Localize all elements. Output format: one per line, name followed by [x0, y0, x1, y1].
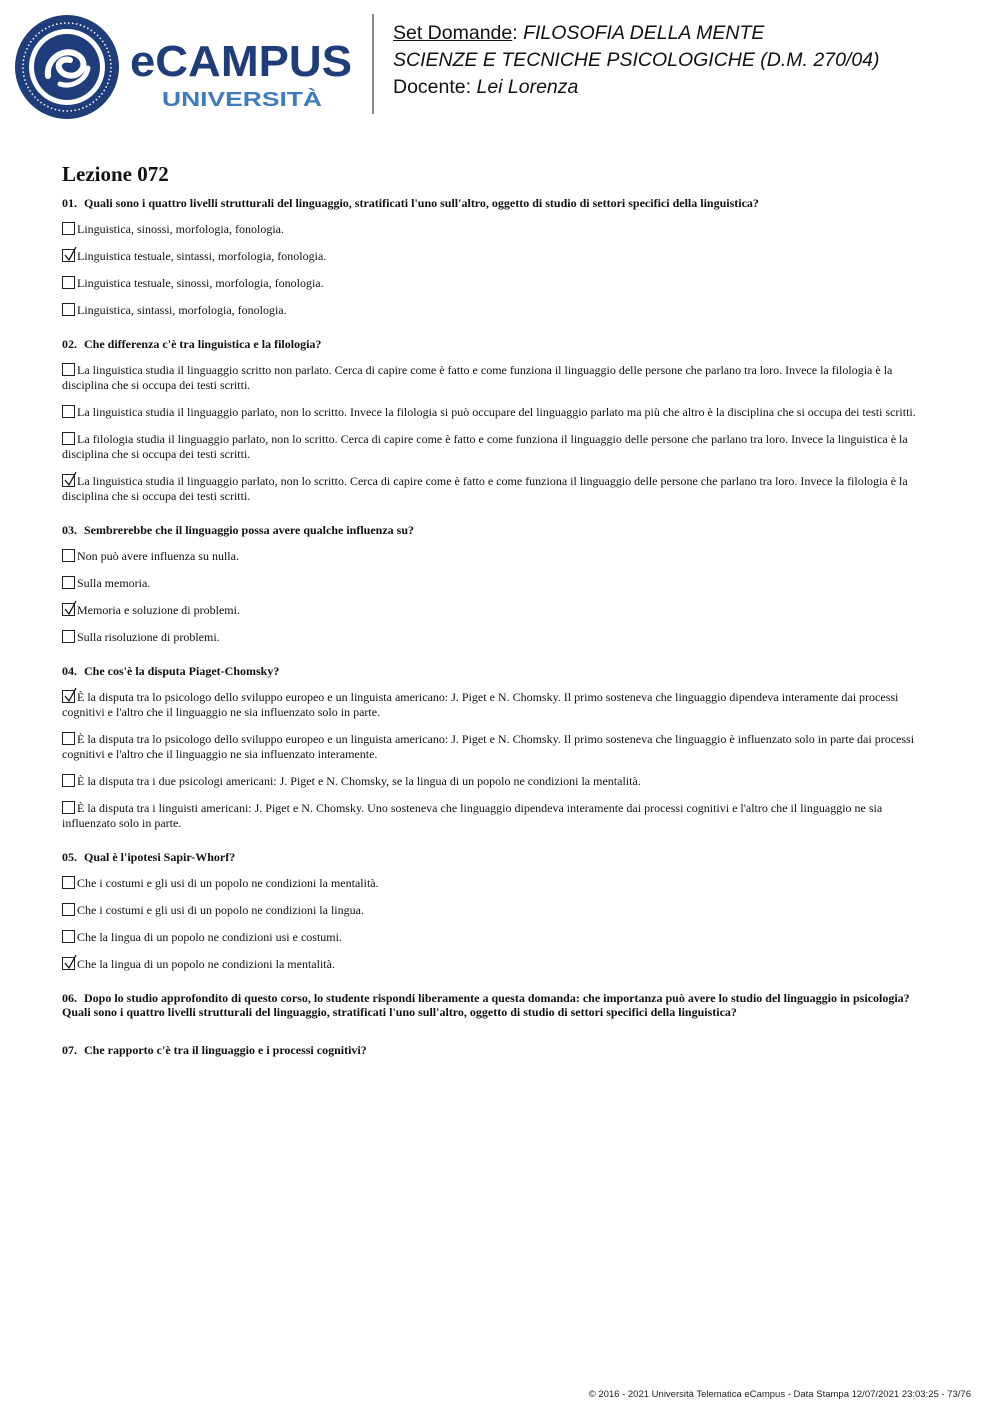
checked-checkbox[interactable]: [62, 249, 75, 262]
question-number: 04.: [62, 664, 77, 678]
header-info: [393, 20, 880, 101]
checkbox[interactable]: [62, 549, 75, 562]
answer-option-text: Che i costumi e gli usi di un popolo ne condizioni la mentalità.: [77, 876, 379, 890]
checkbox[interactable]: [62, 876, 75, 889]
checkbox[interactable]: [62, 363, 75, 376]
answer-option-text: Non può avere influenza su nulla.: [77, 549, 239, 563]
docente-name: Lei Lorenza: [476, 76, 579, 98]
answer-option-text: È la disputa tra lo psicologo dello sviluppo europeo e un linguista americano: J. Piget e N. Chomsky. Il primo sosteneva che linguaggio è influenzato solo in parte dai processi cognitivi e l'altro che il linguaggio ne sia influenzato interamente.: [62, 732, 915, 761]
lesson-title: Lezione 072: [62, 162, 169, 186]
answer-option: [62, 930, 936, 945]
answer-option: [62, 630, 936, 645]
checkbox[interactable]: [62, 774, 75, 787]
answer-option-text: Memoria e soluzione di problemi.: [77, 603, 240, 617]
question-title: [62, 664, 936, 678]
page-header: [0, 0, 1000, 130]
checked-checkbox[interactable]: [62, 957, 75, 970]
answer-option: [62, 576, 936, 591]
checkbox[interactable]: [62, 222, 75, 235]
question-number: 06.: [62, 991, 77, 1005]
answer-option: [62, 432, 936, 462]
answer-option-text: È la disputa tra i linguisti americani: J. Piget e N. Chomsky. Uno sosteneva che linguaggio dipendeva interamente dai processi cognitivi e l'altro che il linguaggio ne sia influenzato solo in parte.: [62, 801, 883, 830]
question-number: 05.: [62, 850, 77, 864]
open-question-block: [62, 991, 936, 1019]
answer-option-text: È la disputa tra i due psicologi americani: J. Piget e N. Chomsky, se la lingua di un popolo ne condizioni la mentalità.: [77, 774, 641, 788]
question-block: [62, 850, 936, 972]
checkbox[interactable]: [62, 903, 75, 916]
question-title: [62, 196, 936, 210]
question-text: Che rapporto c'è tra il linguaggio e i processi cognitivi?: [84, 1043, 367, 1057]
answer-option: [62, 603, 936, 618]
question-text: Che differenza c'è tra linguistica e la filologia?: [84, 337, 322, 351]
checkbox[interactable]: [62, 732, 75, 745]
svg-text:UNIVERSITÀ: UNIVERSITÀ: [162, 89, 284, 111]
main-content: [62, 160, 936, 1081]
question-number: 03.: [62, 523, 77, 537]
checkbox[interactable]: [62, 576, 75, 589]
answer-option: [62, 774, 936, 789]
answer-option-text: Linguistica, sintassi, morfologia, fonologia.: [77, 303, 287, 317]
course-title: FILOSOFIA DELLA MENTE: [523, 22, 765, 44]
checkmark-icon: [63, 247, 77, 263]
answer-option-text: La linguistica studia il linguaggio scritto non parlato. Cerca di capire come è fatto e come funziona il linguaggio delle persone che parlano tra loro. Invece la filologia è la disciplina che si occupa dei testi scritti.: [62, 363, 893, 392]
question-text: Quali sono i quattro livelli strutturali del linguaggio, stratificati l'uno sull'altro, oggetto di studio di settori specifici della linguistica?: [84, 196, 759, 210]
answer-option: [62, 474, 936, 504]
question-text: Sembrerebbe che il linguaggio possa avere qualche influenza su?: [84, 523, 415, 537]
ecampus-wordmark-logo: [130, 38, 360, 112]
question-block: [62, 337, 936, 504]
svg-text:eCAMPUS: eCAMPUS: [130, 38, 352, 86]
answer-option-text: Che la lingua di un popolo ne condizioni usi e costumi.: [77, 930, 342, 944]
checkbox[interactable]: [62, 930, 75, 943]
answer-option: [62, 690, 936, 720]
question-number: 07.: [62, 1043, 77, 1057]
checkmark-icon: [63, 688, 77, 704]
checkbox[interactable]: [62, 276, 75, 289]
ecampus-seal-logo: [14, 14, 120, 120]
answer-option-text: Sulla memoria.: [77, 576, 151, 590]
question-block: [62, 664, 936, 831]
checkbox[interactable]: [62, 303, 75, 316]
set-label: Set Domande: [393, 22, 513, 44]
header-program-line: [393, 47, 880, 74]
answer-option: [62, 903, 936, 918]
header-docente-line: [393, 74, 880, 101]
answer-option-text: Linguistica testuale, sinossi, morfologia, fonologia.: [77, 276, 324, 290]
checked-checkbox[interactable]: [62, 474, 75, 487]
answer-option: [62, 876, 936, 891]
checked-checkbox[interactable]: [62, 690, 75, 703]
checkbox[interactable]: [62, 801, 75, 814]
answer-option-text: Sulla risoluzione di problemi.: [77, 630, 220, 644]
answer-option: [62, 249, 936, 264]
answer-option-text: Linguistica testuale, sintassi, morfologia, fonologia.: [77, 249, 327, 263]
answer-option: [62, 732, 936, 762]
program-title: SCIENZE E TECNICHE PSICOLOGICHE (D.M. 270/04): [393, 49, 880, 71]
header-divider: [372, 14, 374, 114]
header-set-line: [393, 20, 880, 47]
question-block: [62, 196, 936, 318]
question-title: [62, 991, 936, 1019]
open-question-block: [62, 1043, 936, 1057]
answer-option: [62, 405, 936, 420]
question-text: Che cos'è la disputa Piaget-Chomsky?: [84, 664, 280, 678]
answer-option: [62, 801, 936, 831]
question-title: [62, 337, 936, 351]
answer-option-text: La linguistica studia il linguaggio parlato, non lo scritto. Invece la filologia si può occupare del linguaggio parlato ma più che altro è la disciplina che si occupa dei testi scritti.: [77, 405, 916, 419]
answer-option: [62, 363, 936, 393]
checkmark-icon: [63, 601, 77, 617]
answer-option-text: La linguistica studia il linguaggio parlato, non lo scritto. Cerca di capire come è fatto e come funziona il linguaggio delle persone che parlano tra loro. Invece la filologia è la disciplina che si occupa dei testi scritti.: [62, 474, 908, 503]
answer-option: [62, 549, 936, 564]
page-footer: © 2016 - 2021 Università Telematica eCampus - Data Stampa 12/07/2021 23:03:25 - 73/76: [588, 1389, 971, 1400]
question-block: [62, 523, 936, 645]
question-text: Dopo lo studio approfondito di questo corso, lo studente rispondi liberamente a questa domanda: che importanza può avere lo studio del linguaggio in psicologia? Quali sono i quattro livelli strutturali del linguaggio, stratificati l'uno sull'altro, oggetto di studio di settori specifici della linguistica?: [62, 991, 910, 1019]
answer-option-text: La filologia studia il linguaggio parlato, non lo scritto. Cerca di capire come è fatto e come funziona il linguaggio delle persone che parlano tra loro. Invece la linguistica è la disciplina che si occupa dei testi scritti.: [62, 432, 908, 461]
answer-option-text: Che la lingua di un popolo ne condizioni la mentalità.: [77, 957, 335, 971]
answer-option-text: Linguistica, sinossi, morfologia, fonologia.: [77, 222, 284, 236]
checked-checkbox[interactable]: [62, 603, 75, 616]
question-title: [62, 1043, 936, 1057]
checkbox[interactable]: [62, 405, 75, 418]
answer-option: [62, 957, 936, 972]
question-list: [62, 196, 936, 1057]
answer-option-text: È la disputa tra lo psicologo dello sviluppo europeo e un linguista americano: J. Piget e N. Chomsky. Il primo sosteneva che linguaggio dipendeva interamente dai processi cognitivi e l'altro che il linguaggio ne sia influenzato solo in parte.: [62, 690, 899, 719]
answer-option: [62, 222, 936, 237]
checkbox[interactable]: [62, 630, 75, 643]
question-title: [62, 850, 936, 864]
set-separator: :: [512, 22, 524, 44]
checkmark-icon: [63, 472, 77, 488]
answer-option: [62, 276, 936, 291]
checkbox[interactable]: [62, 432, 75, 445]
answer-option: [62, 303, 936, 318]
docente-label: Docente:: [393, 76, 477, 98]
checkmark-icon: [63, 955, 77, 971]
question-title: [62, 523, 936, 537]
question-text: Qual è l'ipotesi Sapir-Whorf?: [84, 850, 236, 864]
answer-option-text: Che i costumi e gli usi di un popolo ne condizioni la lingua.: [77, 903, 364, 917]
question-number: 01.: [62, 196, 77, 210]
question-number: 02.: [62, 337, 77, 351]
